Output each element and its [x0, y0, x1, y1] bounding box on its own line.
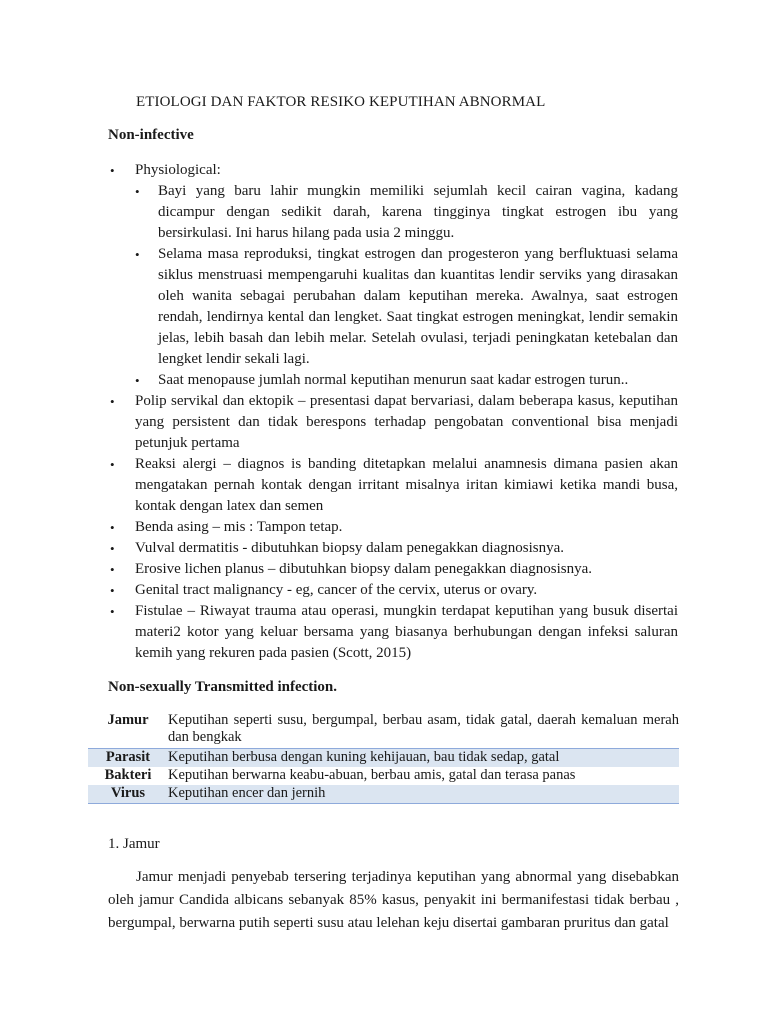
table-cell-desc: Keputihan encer dan jernih	[168, 785, 679, 804]
list-item	[108, 538, 678, 559]
bullet-icon: •	[135, 373, 140, 388]
list-item	[108, 559, 678, 580]
table-cell-desc: Keputihan berwarna keabu-abuan, berbau amis, gatal dan terasa panas	[168, 767, 576, 783]
table-cell-desc: Keputihan seperti susu, bergumpal, berbau asam, tidak gatal, daerah kemaluan merah dan bengkak	[168, 709, 679, 749]
bullet-icon: •	[110, 520, 115, 535]
bullet-icon: •	[110, 562, 115, 577]
bullet-icon: •	[110, 457, 115, 472]
list-item-text: Polip servikal dan ektopik – presentasi dapat bervariasi, dalam beberapa kasus, keputihan yang persistent dan tidak berespons terhadap pengobatan conventional bisa menjadi petunjuk pertama	[135, 393, 678, 451]
bullet-icon: •	[135, 184, 140, 199]
physiological-sublist	[135, 181, 678, 391]
jamur-paragraph: Jamur menjadi penyebab tersering terjadinya keputihan yang abnormal yang disebabkan oleh jamur Candida albicans sebanyak 85% kasus, penyakit ini bermanifestasi tidak berbau , bergumpal, berwarna putih seperti susu atau lelehan keju disertai gambaran pruritus dan gatal	[108, 869, 679, 931]
list-item-text: Saat menopause jumlah normal keputihan menurun saat kadar estrogen turun..	[158, 372, 629, 388]
bullet-icon: •	[135, 247, 140, 262]
list-item-text: Vulval dermatitis - dibutuhkan biopsy dalam penegakkan diagnosisnya.	[135, 540, 565, 556]
table-cell-kind: Parasit	[88, 749, 168, 768]
list-item-text: Erosive lichen planus – dibutuhkan biopsy dalam penegakkan diagnosisnya.	[135, 561, 592, 577]
list-item-text: Bayi yang baru lahir mungkin memiliki sejumlah kecil cairan vagina, kadang dicampur dengan sedikit darah, karena tingginya tingkat estrogen ibu yang bersirkulasi. Ini harus hilang pada usia 2 minggu.	[158, 183, 678, 241]
nsti-heading: Non-sexually Transmitted infection.	[108, 679, 338, 695]
list-item	[108, 580, 678, 601]
list-item	[135, 244, 678, 370]
list-item	[135, 181, 678, 244]
bullet-icon: •	[110, 163, 115, 178]
list-item	[108, 454, 678, 517]
bullet-icon: •	[110, 604, 115, 619]
document-title: ETIOLOGI DAN FAKTOR RESIKO KEPUTIHAN ABNORMAL	[136, 94, 546, 110]
list-item-text: Benda asing – mis : Tampon tetap.	[135, 519, 343, 535]
table-row	[88, 709, 679, 749]
table-cell-kind: Bakteri	[104, 767, 152, 783]
list-item	[108, 160, 678, 391]
table-cell-kind: Jamur	[88, 709, 168, 749]
list-item	[135, 370, 678, 391]
infection-table	[88, 709, 679, 804]
non-infective-heading: Non-infective	[108, 127, 194, 143]
table-cell-desc: Keputihan berbusa dengan kuning kehijauan, bau tidak sedap, gatal	[168, 749, 679, 768]
bullet-icon: •	[110, 583, 115, 598]
list-item-text: Reaksi alergi – diagnos is banding ditetapkan melalui anamnesis dimana pasien akan mengatakan pernah kontak dengan irritant misalnya iritan kimiawi ketika mandi busa, kontak dengan latex dan semen	[135, 456, 678, 514]
physiological-label: Physiological:	[135, 162, 221, 178]
table-cell-kind: Virus	[88, 785, 168, 804]
list-item	[108, 391, 678, 454]
table-row	[88, 785, 679, 804]
table-row	[88, 767, 679, 785]
table-row	[88, 749, 679, 768]
list-item-text: Genital tract malignancy - eg, cancer of the cervix, uterus or ovary.	[135, 582, 538, 598]
bullet-icon: •	[110, 394, 115, 409]
list-item-text: Selama masa reproduksi, tingkat estrogen dan progesteron yang berfluktuasi selama siklus menstruasi mempengaruhi kualitas dan kuantitas lendir serviks yang dirasakan oleh wanita sebagai perubahan dalam keputihan mereka. Awalnya, saat estrogen rendah, lendirnya kental dan lengket. Saat tingkat estrogen meningkat, lendir semakin jelas, lebih basah dan lebih melar. Setelah ovulasi, terjadi peningkatan ketebalan dan lengket lendir sekali lagi.	[158, 246, 678, 367]
list-item	[108, 517, 678, 538]
list-item	[108, 601, 678, 664]
jamur-section-heading: 1. Jamur	[108, 836, 160, 852]
list-item-text: Fistulae – Riwayat trauma atau operasi, mungkin terdapat keputihan yang busuk disertai materi2 kotor yang keluar bersama yang biasanya berhubungan dengan infeksi saluran kemih yang rekuren pada pasien (Scott, 2015)	[135, 603, 678, 661]
bullet-icon: •	[110, 541, 115, 556]
non-infective-list	[108, 160, 678, 664]
